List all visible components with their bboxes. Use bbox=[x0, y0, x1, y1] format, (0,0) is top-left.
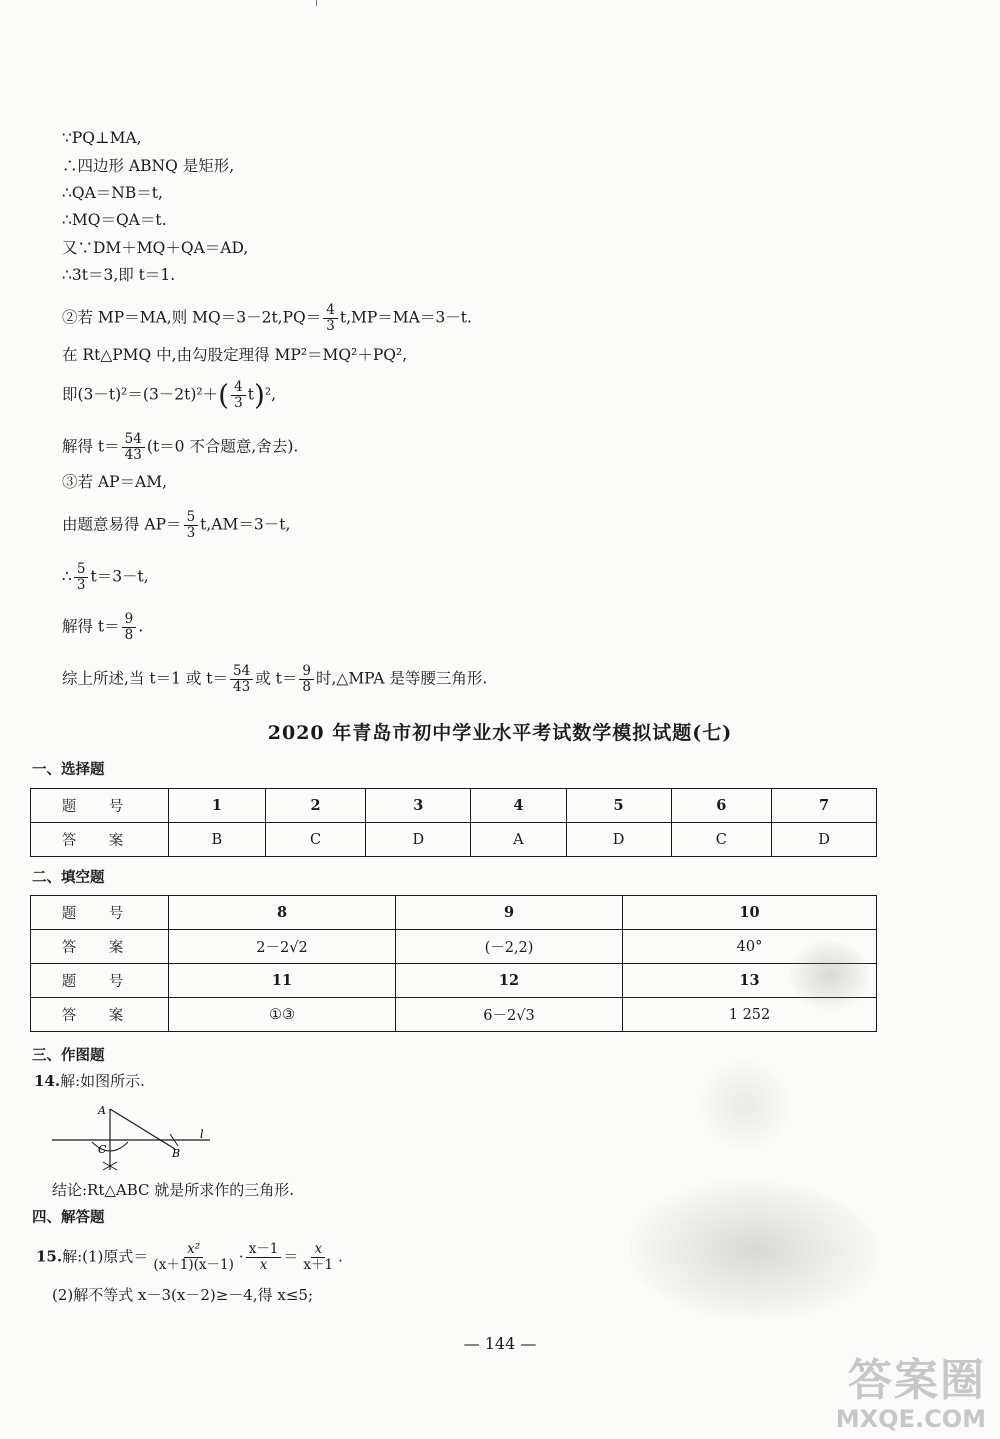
fraction-9-8-b: $\frac{9}{8}$ bbox=[299, 664, 314, 695]
question-14-number: 14. bbox=[34, 1072, 61, 1090]
therefore-line bbox=[62, 562, 149, 593]
pythagoras-line: 在 Rt△PMQ 中,由勾股定理得 MP²＝MQ²＋PQ², bbox=[62, 346, 408, 364]
given-text-a: 由题意易得 AP＝ bbox=[62, 515, 182, 534]
table-row bbox=[31, 896, 877, 930]
section-3-heading: 三、作图题 bbox=[32, 1047, 105, 1064]
question-14-line bbox=[34, 1071, 145, 1091]
answer-cell: C bbox=[265, 823, 366, 857]
answer-cell: A bbox=[471, 823, 566, 857]
row-label-question: 题 号 bbox=[31, 896, 169, 930]
fill-blank-answer-table bbox=[30, 895, 877, 1032]
question-number: 2 bbox=[265, 789, 366, 823]
scan-smudge bbox=[700, 1060, 790, 1150]
table-row bbox=[31, 998, 877, 1032]
fraction-5-3: $\frac{5}{3}$ bbox=[184, 510, 199, 541]
fraction-expression-1: $\frac{\text{x²}}{(x+1)(x-1)}$ bbox=[153, 1241, 234, 1273]
question-number: 12 bbox=[396, 964, 623, 998]
question-15-text: 解:(1)原式＝ bbox=[62, 1247, 149, 1266]
fraction-4-3: $\frac{4}{3}$ bbox=[323, 303, 338, 334]
choice-answer-table bbox=[30, 788, 877, 857]
case-3-line: ③若 AP＝AM, bbox=[62, 473, 168, 491]
question-15-line: 15.解:(1)原式＝ $\frac{\text{x²}}{(x+1)(x-1)}$ · $\frac{x-1}{x}$ ＝ $\frac{x}{x+1}$ . bbox=[36, 1241, 343, 1273]
conclusion-text-b: 或 t＝ bbox=[255, 669, 298, 688]
answer-cell: 40° bbox=[623, 930, 877, 964]
question-number: 5 bbox=[566, 789, 671, 823]
section-1-heading: 一、选择题 bbox=[32, 761, 105, 778]
therefore-text-b: t＝3－t, bbox=[90, 567, 149, 586]
scan-tick-mark bbox=[316, 0, 317, 6]
page-number: — 144 — bbox=[463, 1334, 537, 1353]
question-number: 3 bbox=[366, 789, 471, 823]
step-line-4: ∴MQ＝QA＝t. bbox=[62, 211, 167, 229]
answer-cell: D bbox=[566, 823, 671, 857]
question-number: 1 bbox=[169, 789, 266, 823]
solution-line bbox=[62, 432, 298, 463]
step-line-2: ∴四边形 ABNQ 是矩形, bbox=[62, 157, 235, 175]
step-line-1: ∵PQ⊥MA, bbox=[62, 129, 142, 147]
fraction-9-8: $\frac{9}{8}$ bbox=[122, 612, 137, 643]
answer-cell: D bbox=[366, 823, 471, 857]
case-2-line bbox=[62, 303, 472, 334]
multiply-dot: · bbox=[238, 1247, 244, 1266]
conclusion-line bbox=[62, 664, 487, 695]
given-text-b: t,AM＝3－t, bbox=[200, 515, 291, 534]
equation-line bbox=[62, 380, 276, 411]
segment-ab bbox=[110, 1109, 175, 1149]
table-row bbox=[31, 964, 877, 998]
row-label-answer: 答 案 bbox=[31, 998, 169, 1032]
answer-cell: ①③ bbox=[169, 998, 396, 1032]
page-title: 2020 年青岛市初中学业水平考试数学模拟试题(七) bbox=[267, 722, 733, 744]
question-number: 11 bbox=[169, 964, 396, 998]
question-number: 7 bbox=[772, 789, 877, 823]
watermark-line-2: MXQE.COM bbox=[835, 1405, 986, 1433]
equation-text-b: t bbox=[247, 385, 254, 404]
table-row bbox=[31, 789, 877, 823]
row-label-answer: 答 案 bbox=[31, 930, 169, 964]
point-a-label: A bbox=[98, 1104, 106, 1117]
answer-cell: D bbox=[772, 823, 877, 857]
case-2-text-b: t,MP＝MA＝3－t. bbox=[339, 308, 472, 327]
watermark-line-1: 答案圈 bbox=[848, 1355, 986, 1406]
point-c-label: C bbox=[98, 1143, 107, 1156]
question-15-part-2: (2)解不等式 x－3(x－2)≥－4,得 x≤5; bbox=[52, 1286, 313, 1304]
answer-cell: 2－2√2 bbox=[169, 930, 396, 964]
left-paren: ( bbox=[218, 378, 230, 412]
fraction-expression-3: $\frac{x}{x+1}$ bbox=[303, 1241, 334, 1273]
fraction-5-3-b: $\frac{5}{3}$ bbox=[74, 562, 89, 593]
step-line-6: ∴3t＝3,即 t＝1. bbox=[62, 266, 176, 284]
construction-figure bbox=[48, 1100, 218, 1172]
question-number: 9 bbox=[396, 896, 623, 930]
answer-cell: B bbox=[169, 823, 266, 857]
solution-text-b: (t＝0 不合题意,舍去). bbox=[146, 437, 299, 456]
fraction-expression-2: $\frac{x-1}{x}$ bbox=[246, 1242, 282, 1273]
question-number: 8 bbox=[169, 896, 396, 930]
question-number: 6 bbox=[671, 789, 772, 823]
therefore-text-a: ∴ bbox=[62, 567, 72, 586]
section-2-heading: 二、填空题 bbox=[32, 869, 105, 886]
point-b-label: B bbox=[172, 1147, 181, 1160]
solution-2-text: 解得 t＝ bbox=[62, 617, 120, 636]
right-paren: ) bbox=[253, 378, 265, 412]
scan-smudge bbox=[630, 1180, 880, 1320]
equals-sign: ＝ bbox=[283, 1247, 299, 1266]
case-2-text-a: ②若 MP＝MA,则 MQ＝3－2t,PQ＝ bbox=[62, 308, 322, 327]
answer-cell: (－2,2) bbox=[396, 930, 623, 964]
step-line-5: 又∵DM＋MQ＋QA＝AD, bbox=[62, 239, 249, 257]
section-4-heading: 四、解答题 bbox=[32, 1209, 105, 1226]
question-number: 4 bbox=[471, 789, 566, 823]
construction-conclusion: 结论:Rt△ABC 就是所求作的三角形. bbox=[52, 1181, 295, 1199]
solution-text-a: 解得 t＝ bbox=[62, 437, 120, 456]
row-label-answer: 答 案 bbox=[31, 823, 169, 857]
solution-2-line: 解得 t＝ $\frac{9}{8}$ . bbox=[62, 611, 144, 643]
question-number: 10 bbox=[623, 896, 877, 930]
fraction-54-43: $\frac{54}{43}$ bbox=[122, 432, 145, 463]
given-line bbox=[62, 510, 290, 541]
fraction-54-43-b: $\frac{54}{43}$ bbox=[230, 664, 253, 695]
step-line-3: ∴QA＝NB＝t, bbox=[62, 184, 163, 202]
answer-cell: 6－2√3 bbox=[396, 998, 623, 1032]
line-l-label: l bbox=[200, 1128, 204, 1141]
row-label-question: 题 号 bbox=[31, 789, 169, 823]
table-row bbox=[31, 930, 877, 964]
equation-text-a: 即(3－t)²＝(3－2t)²＋ bbox=[62, 385, 219, 404]
conclusion-text-c: 时,△MPA 是等腰三角形. bbox=[315, 669, 488, 688]
question-14-text: 解:如图所示. bbox=[60, 1072, 145, 1090]
equation-text-c: ², bbox=[264, 385, 277, 404]
question-15-number: 15. bbox=[36, 1247, 63, 1266]
answer-cell: C bbox=[671, 823, 772, 857]
table-row bbox=[31, 823, 877, 857]
question-number: 13 bbox=[623, 964, 877, 998]
row-label-question: 题 号 bbox=[31, 964, 169, 998]
conclusion-text-a: 综上所述,当 t＝1 或 t＝ bbox=[62, 669, 229, 688]
site-watermark bbox=[836, 1357, 986, 1433]
fraction-4-3-b: $\frac{4}{3}$ bbox=[231, 380, 246, 411]
answer-cell: 1 252 bbox=[623, 998, 877, 1032]
